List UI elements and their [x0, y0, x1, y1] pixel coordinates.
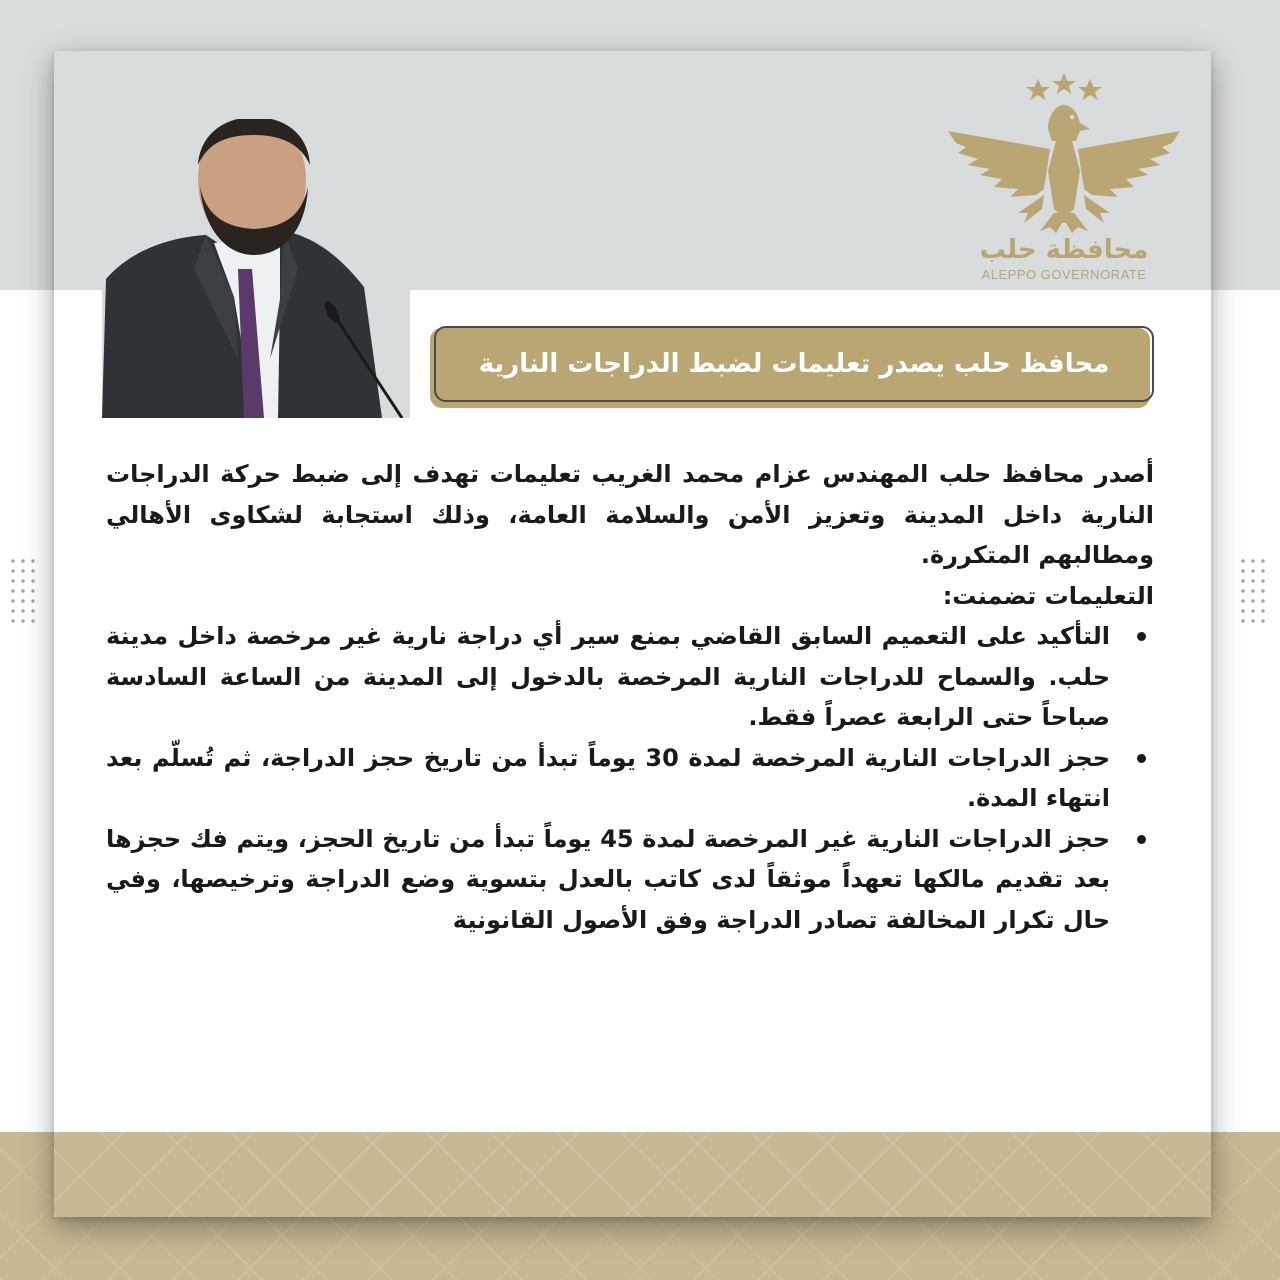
card-footer-pattern	[54, 1132, 1211, 1217]
list-item-text: حجز الدراجات النارية غير المرخصة لمدة 45 يوماً تبدأ من تاريخ الحجز، ويتم فك حجزها بعد تقديم مالكها تعهداً موثقاً لدى كاتب بالعدل بتسوية وضع الدراجة وترخيصها، وفي حال تكرار المخالفة تصادر الدراجة وفق الأصول القانونية	[106, 824, 1110, 934]
headline-text: محافظ حلب يصدر تعليمات لضبط الدراجات النارية	[434, 326, 1154, 402]
bullet-icon	[1137, 632, 1146, 641]
governor-portrait	[102, 119, 410, 418]
list-item	[106, 616, 1154, 738]
list-item	[106, 738, 1154, 819]
logo-english-name: ALEPPO GOVERNORATE	[981, 267, 1147, 282]
instructions-list	[106, 616, 1154, 940]
list-item-text: التأكيد على التعميم السابق القاضي بمنع سير أي دراجة نارية غير مرخصة داخل مدينة حلب. والسماح للدراجات النارية المرخصة بالدخول إلى المدينة من الساعة السادسة صباحاً حتى الرابعة عصراً فقط.	[106, 622, 1110, 731]
list-item	[106, 819, 1154, 941]
logo-arabic-name: محافظة حلب	[979, 235, 1149, 265]
list-item-text: حجز الدراجات النارية المرخصة لمدة 30 يوماً تبدأ من تاريخ حجز الدراجة، ثم تُسلّم بعد انتهاء المدة.	[106, 743, 1110, 812]
headline-banner	[430, 328, 1150, 408]
bullet-icon	[1137, 754, 1146, 763]
announcement-card	[54, 51, 1211, 1217]
article-body	[106, 454, 1154, 940]
eagle-emblem-icon	[944, 63, 1184, 235]
dot-grid-decoration-right	[1238, 556, 1268, 626]
list-heading: التعليمات تضمنت:	[942, 581, 1154, 610]
intro-paragraph: أصدر محافظ حلب المهندس عزام محمد الغريب تعليمات تهدف إلى ضبط حركة الدراجات النارية داخل المدينة وتعزيز الأمن والسلامة العامة، وذلك استجابة لشكاوى الأهالي ومطالبهم المتكررة.	[106, 460, 1154, 569]
bullet-icon	[1137, 835, 1146, 844]
dot-grid-decoration-left	[8, 556, 38, 626]
aleppo-governorate-logo	[944, 63, 1184, 295]
